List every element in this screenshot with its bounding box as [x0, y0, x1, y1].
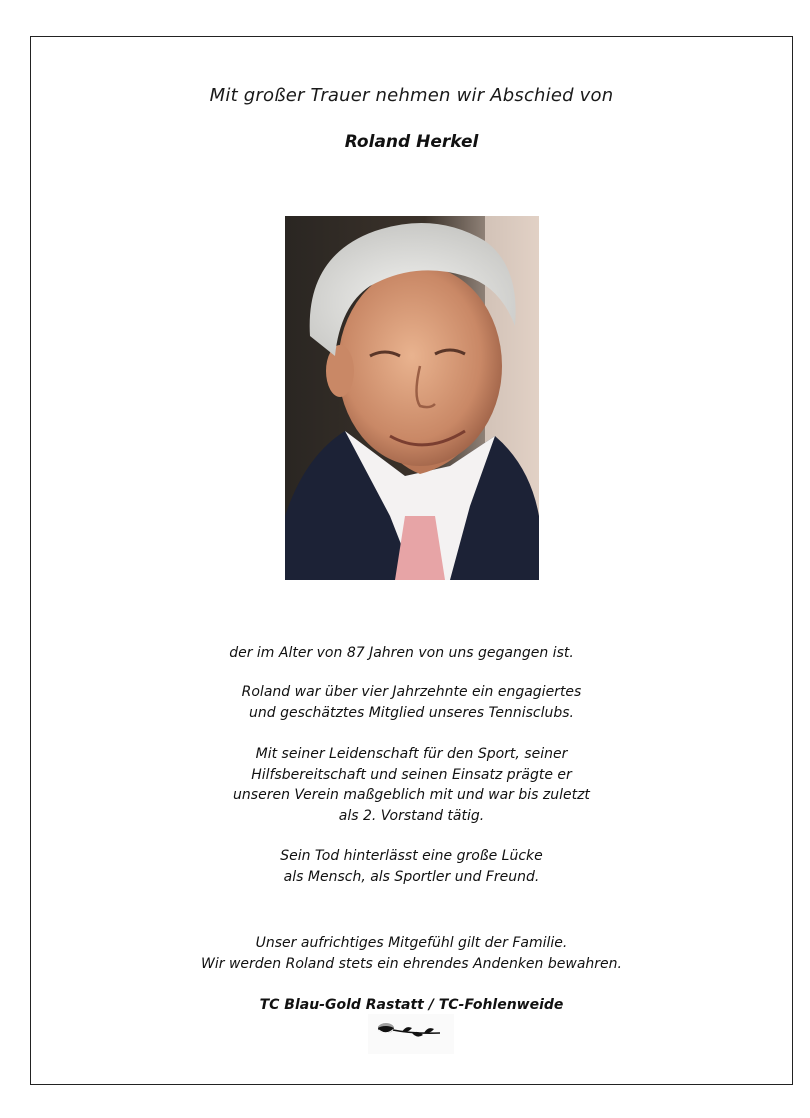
- club-signature: TC Blau-Gold Rastatt / TC-Fohlenweide: [259, 997, 564, 1013]
- text-line: und geschätztes Mitglied unseres Tennisclubs.: [248, 704, 574, 721]
- text-line: unseren Verein maßgeblich mit und war bis zuletzt: [233, 787, 590, 803]
- text-line: Roland war über vier Jahrzehnte ein engagiertes: [241, 684, 582, 700]
- text-line: Hilfsbereitschaft und seinen Einsatz prägte er: [251, 766, 572, 783]
- text-line: als Mensch, als Sportler und Freund.: [283, 868, 540, 885]
- rose-icon: [368, 1014, 454, 1054]
- text-line: Sein Tod hinterlässt eine große Lücke: [280, 848, 543, 864]
- age-line: [20, 643, 783, 664]
- age-line-text: der im Alter von 87 Jahren von uns gegangen ist.: [229, 645, 574, 661]
- deceased-name: Roland Herkel: [344, 132, 479, 152]
- paragraph-commitment: [30, 744, 793, 826]
- paragraph-condolence: [30, 933, 793, 974]
- notice-heading: Mit großer Trauer nehmen wir Abschied von: [209, 85, 614, 106]
- portrait-photo: [285, 216, 539, 580]
- text-line: als 2. Vorstand tätig.: [338, 807, 485, 824]
- text-line: Wir werden Roland stets ein ehrendes Andenken bewahren.: [201, 955, 622, 972]
- text-line: Mit seiner Leidenschaft für den Sport, seiner: [255, 746, 568, 762]
- paragraph-loss: [30, 846, 793, 887]
- paragraph-membership: [30, 682, 793, 723]
- text-line: Unser aufrichtiges Mitgefühl gilt der Familie.: [255, 935, 568, 951]
